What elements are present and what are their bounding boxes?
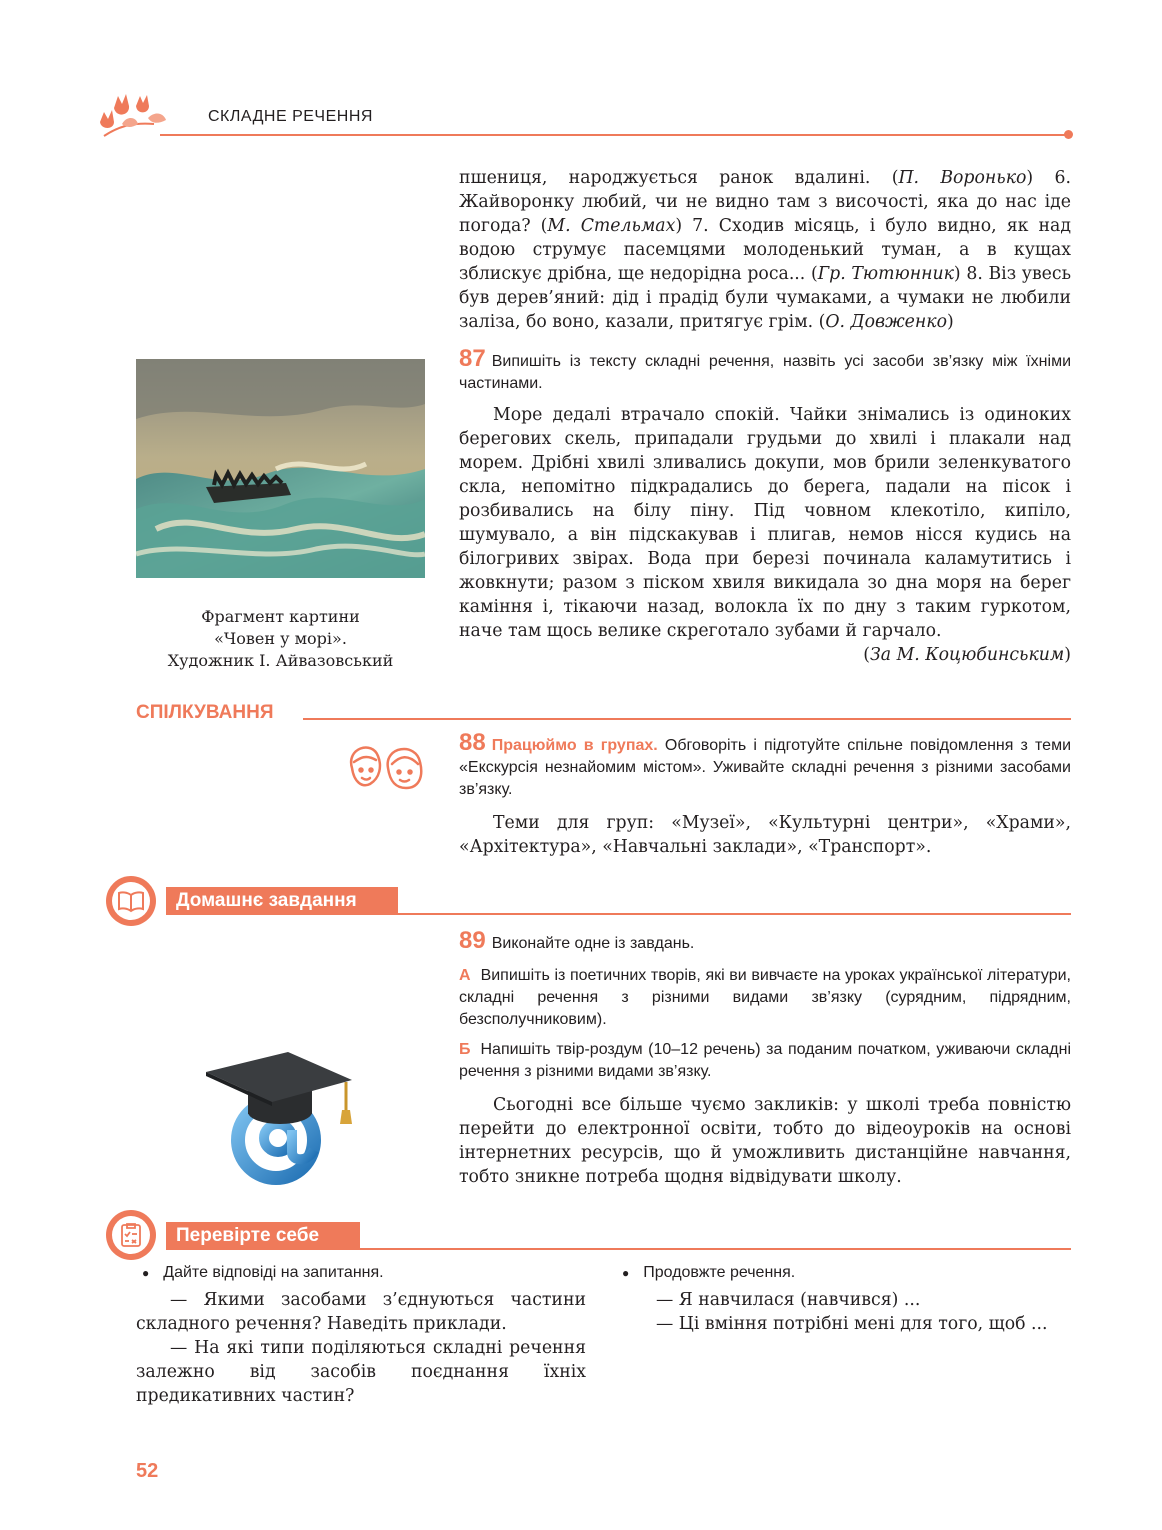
- self-check-bar: Перевірте себе: [166, 1222, 360, 1250]
- question-1: — Якими засобами з’єднуються частини складного речення? Наведіть приклади.: [136, 1290, 586, 1334]
- caption-line: «Човен у морі».: [214, 629, 347, 648]
- heading-text: Продовжте речення.: [643, 1264, 796, 1281]
- communication-title: СПІЛКУВАННЯ: [136, 702, 274, 723]
- bullet-icon: ●: [142, 1266, 150, 1280]
- painting-image: [136, 359, 425, 578]
- text-segment: ): [947, 312, 954, 332]
- text-segment: ) 7. Сходив місяць, і було видно, як над водою струмує пасемцями молоденький туман, а в кущах зблискує дрібна, ще недорідна роса... (: [459, 216, 1072, 284]
- graduation-cap-at-icon: [196, 1030, 356, 1186]
- continuation-1: — Я навчилася (навчився) ...: [656, 1290, 921, 1310]
- option-b: [459, 1039, 1071, 1083]
- bullet-icon: ●: [622, 1266, 630, 1280]
- task-87-instruction: [459, 345, 1071, 395]
- instruction-text: Виконайте одне із завдань.: [491, 935, 695, 952]
- option-text: Випишіть із поетичних творів, які ви вивчаєте на уроках української літератури, складні речення з різними видами зв’язку (сурядним, підрядним, безсполучниковим).: [459, 967, 1071, 1028]
- task-number: 87: [459, 345, 486, 372]
- source-paren: ): [1064, 645, 1071, 665]
- self-check-left: [136, 1262, 586, 1408]
- source-author: За М. Коцюбинським: [870, 645, 1065, 665]
- self-check-rule: [360, 1248, 1071, 1250]
- option-letter: Б: [459, 1041, 471, 1058]
- task-88: [459, 729, 1072, 859]
- top-text-paragraph: [459, 166, 1071, 334]
- painting-caption: [136, 606, 425, 672]
- self-check-right: [622, 1262, 1072, 1336]
- essay-start: Сьогодні все більше чуємо закликів: у школі треба повністю перейти до електронної освіти, тобто до відеоуроків на основі інтернетних ресурсів, що й уможливить дистанційне навчання, тобто зникне потреба щодня відвідувати школу.: [459, 1095, 1071, 1187]
- instruction-text: Обговоріть і підготуйте спільне повідомлення з теми «Екскурсія незнайомим містом». Уживайте складні речення з різними засобами зв’язку.: [459, 737, 1072, 798]
- source-paren: (: [863, 645, 871, 665]
- task-89-instruction: [459, 927, 1071, 955]
- task-87-text: Море дедалі втрачало спокій. Чайки знімались із одиноких берегових скель, припадали грудьми до хвилі і плакали над морем. Дрібні хвилі зливались докупи, мов брили зеленкуватого скла, непомітно підкрадались до берега, падали на пісок і розбивались на білу піну. Під човном клекотіло, кипіло, шумувало, а він підскакував і плигав, немов нісся кудись на білогривих звірах. Вода при березі починала каламутитись і жовкнути; разом з піском хвиля викидала зо дна моря на берег каміння і, тікаючи назад, волокла їх по дну з таким гуркотом, наче там щось велике скреготало зубами й гарчало.: [459, 405, 1071, 641]
- task-heading: Працюймо в групах.: [491, 737, 658, 754]
- homework-bar: Домашнє завдання: [166, 887, 398, 915]
- caption-line: Художник І. Айвазовський: [167, 651, 394, 670]
- header-rule: [160, 134, 1070, 136]
- caption-line: Фрагмент картини: [201, 607, 360, 626]
- task-89: [459, 927, 1071, 1189]
- author-name: Гр. Тютюнник: [817, 264, 954, 284]
- open-book-icon: [106, 876, 156, 926]
- text-segment: ) 6. Жайворонку любий, чи не видно там з височості, яка до нас іде погода? (: [459, 168, 1071, 236]
- task-87-source: [459, 643, 1071, 667]
- two-faces-icon: [342, 738, 428, 794]
- task-number: 88: [459, 729, 486, 756]
- page-number: 52: [136, 1460, 159, 1482]
- task-88-instruction: [459, 729, 1072, 801]
- right-heading: [622, 1262, 1072, 1284]
- homework-rule: [398, 913, 1071, 915]
- author-name: М. Стельмах: [547, 216, 676, 236]
- instruction-text: Випишіть із тексту складні речення, назвіть усі засоби зв’язку між їхніми частинами.: [459, 353, 1071, 392]
- option-letter: А: [459, 967, 471, 984]
- task-87: [459, 345, 1071, 667]
- author-name: О. Довженко: [825, 312, 948, 332]
- question-2: — На які типи поділяються складні речення залежно від засобів поєднання їхніх предикативних частин?: [136, 1338, 586, 1406]
- header-title: СКЛАДНЕ РЕЧЕННЯ: [208, 108, 373, 125]
- communication-rule: [303, 718, 1071, 720]
- option-text: Напишіть твір-роздум (10–12 речень) за поданим початком, уживаючи складні речення з різними видами зв’язку.: [459, 1041, 1071, 1080]
- checklist-icon: [106, 1210, 156, 1260]
- task-number: 89: [459, 927, 486, 954]
- text-segment: ) 8. Віз увесь був дерев’яний: дід і прадід були чумаками, а чумаки не любили заліза, бо воно, казали, притягує грім. (: [459, 264, 1071, 332]
- themes-text: Теми для груп: «Музеї», «Культурні центри», «Храми», «Архітектура», «Навчальні заклади», «Транспорт».: [459, 813, 1071, 857]
- header-rule-dot: [1064, 130, 1073, 139]
- author-name: П. Воронько: [898, 168, 1027, 188]
- continuation-2: — Ці вміння потрібні мені для того, щоб ...: [656, 1314, 1048, 1334]
- text-segment: пшениця, народжується ранок вдалині. (: [459, 168, 899, 188]
- option-a: [459, 965, 1071, 1031]
- heading-text: Дайте відповіді на запитання.: [163, 1264, 384, 1281]
- left-heading: [136, 1262, 586, 1284]
